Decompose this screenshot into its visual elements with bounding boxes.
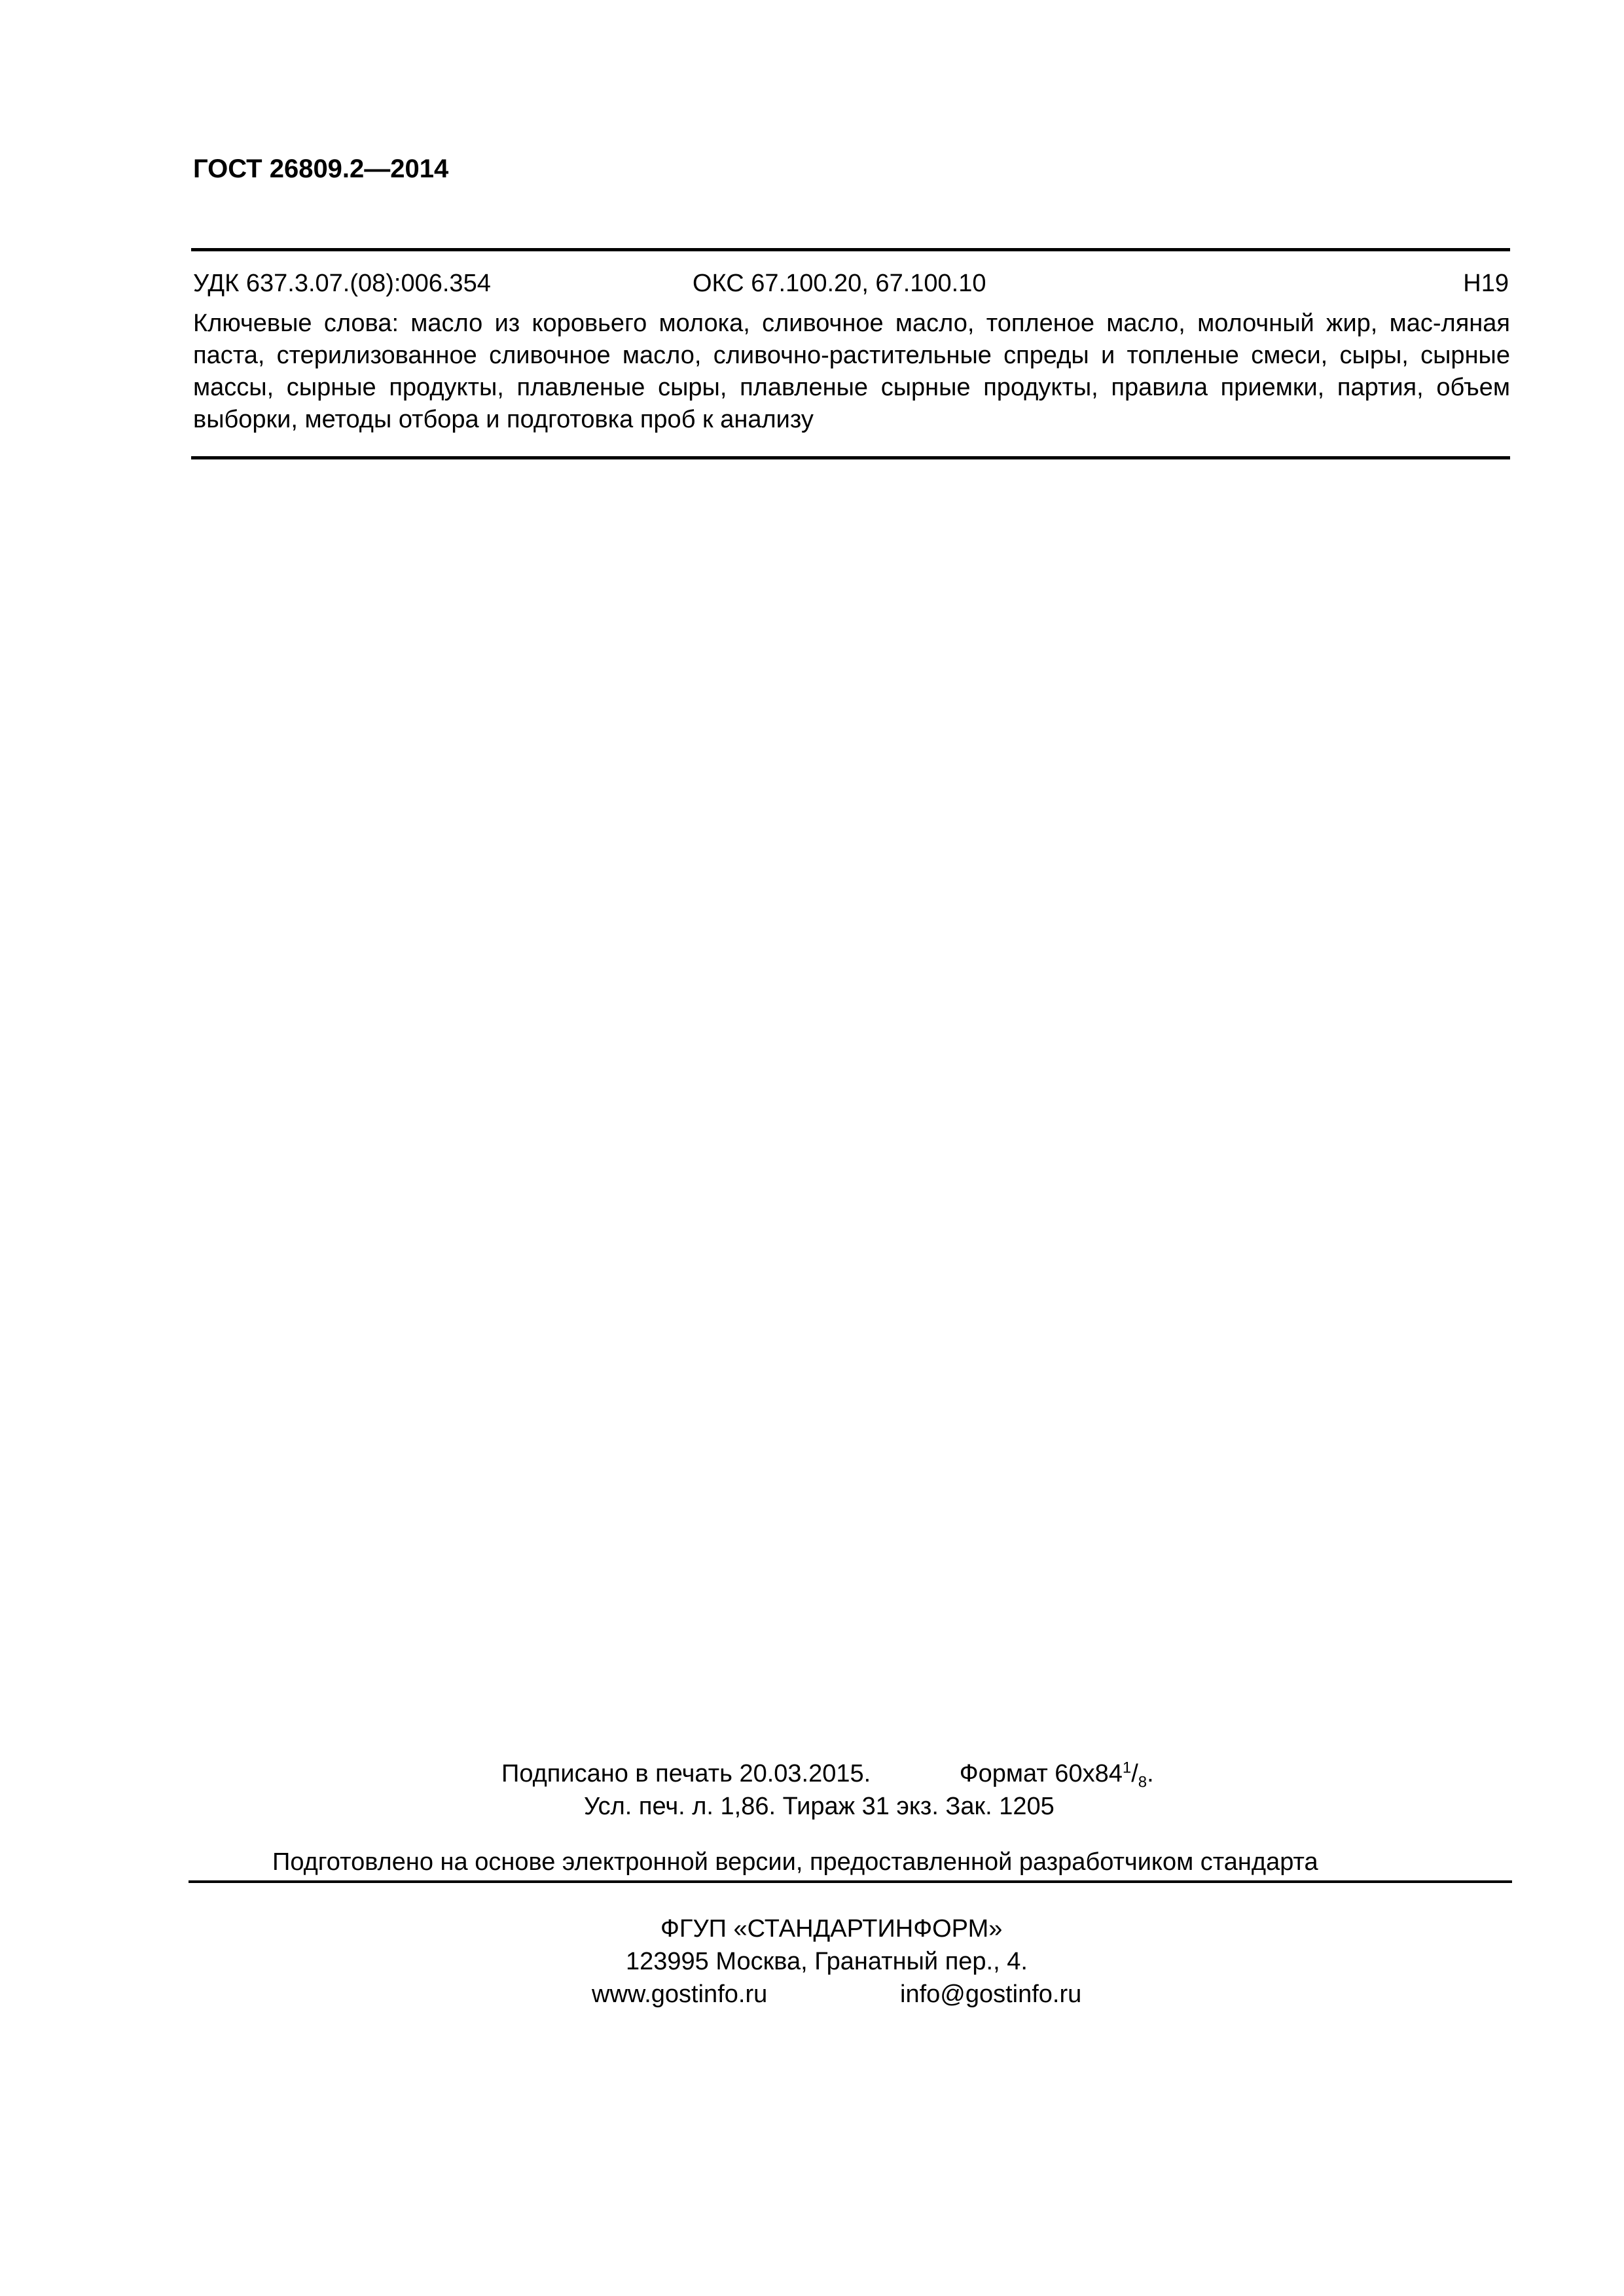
document-code: ГОСТ 26809.2—2014 <box>193 154 449 183</box>
imprint-details: Усл. печ. л. 1,86. Тираж 31 экз. Зак. 1205 <box>584 1793 1055 1820</box>
udk-code: УДК 637.3.07.(08):006.354 <box>193 270 491 297</box>
top-divider <box>191 248 1510 251</box>
footer-divider <box>189 1880 1512 1883</box>
oks-code: ОКС 67.100.20, 67.100.10 <box>693 270 986 297</box>
prepared-note: Подготовлено на основе электронной версии, предоставленной разработчиком стандарта <box>272 1848 1318 1876</box>
classifier-code: Н19 <box>1463 270 1509 297</box>
keywords-paragraph: Ключевые слова: масло из коровьего молока, сливочное масло, топленое масло, молочный жир, мас-ляная паста, стерилизованное сливочное масло, сливочно-растительные спреды и топленые смеси, сыры, сырные массы, сырные продукты, плавленые сыры, плавленые сырные продукты, правила приемки, партия, объем выборки, методы отбора и подготовка проб к анализу <box>193 310 1510 433</box>
imprint-signed-line <box>501 1757 1154 1790</box>
publisher-name: ФГУП «СТАНДАРТИНФОРМ» <box>660 1915 1003 1943</box>
publisher-address: 123995 Москва, Гранатный пер., 4. <box>626 1948 1028 1975</box>
signed-date: Подписано в печать 20.03.2015. <box>501 1760 871 1787</box>
publisher-website-link[interactable]: www.gostinfo.ru <box>592 1981 768 2008</box>
classification-row <box>193 267 1509 300</box>
bottom-divider <box>191 456 1510 459</box>
paper-format: Формат $60x84^1/_8$. <box>959 1759 1154 1791</box>
publisher-email-link[interactable]: info@gostinfo.ru <box>900 1981 1082 2008</box>
